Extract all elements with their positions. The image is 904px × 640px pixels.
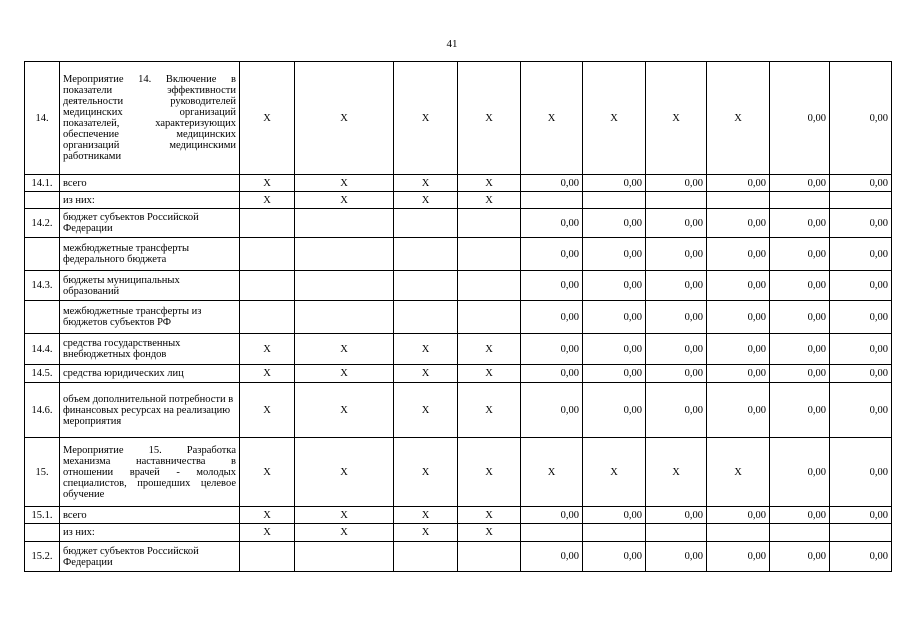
- table-cell: [394, 301, 458, 334]
- row-label: из них:: [60, 524, 240, 542]
- table-cell: 0,00: [830, 209, 892, 238]
- table-cell: 0,00: [646, 507, 707, 524]
- table-cell: 0,00: [707, 209, 770, 238]
- row-number: 14.6.: [25, 383, 60, 438]
- table-cell: 0,00: [770, 334, 830, 365]
- table-cell: 0,00: [583, 365, 646, 383]
- table-cell: X: [583, 62, 646, 175]
- table-cell: 0,00: [707, 271, 770, 301]
- table-cell: X: [394, 383, 458, 438]
- table-cell: [646, 192, 707, 209]
- table-cell: [295, 542, 394, 572]
- table-cell: 0,00: [830, 301, 892, 334]
- table-cell: 0,00: [521, 271, 583, 301]
- table-cell: X: [240, 507, 295, 524]
- table-cell: X: [458, 175, 521, 192]
- table-cell: X: [707, 438, 770, 507]
- financing-table: [24, 61, 892, 572]
- row-label: всего: [60, 175, 240, 192]
- table-cell: 0,00: [770, 271, 830, 301]
- table-cell: 0,00: [707, 301, 770, 334]
- table-cell: [240, 542, 295, 572]
- table-cell: [295, 271, 394, 301]
- table-cell: X: [646, 62, 707, 175]
- table-cell: 0,00: [583, 383, 646, 438]
- table-cell: 0,00: [770, 383, 830, 438]
- table-cell: [830, 192, 892, 209]
- table-row: [25, 271, 892, 301]
- table-cell: [583, 524, 646, 542]
- row-label: средства юридических лиц: [60, 365, 240, 383]
- table-cell: 0,00: [830, 365, 892, 383]
- table-cell: X: [394, 62, 458, 175]
- table-cell: 0,00: [521, 175, 583, 192]
- table-cell: X: [458, 507, 521, 524]
- table-cell: X: [240, 62, 295, 175]
- table-cell: 0,00: [830, 542, 892, 572]
- table-cell: 0,00: [830, 438, 892, 507]
- table-cell: X: [458, 524, 521, 542]
- table-cell: [295, 301, 394, 334]
- table-cell: 0,00: [521, 365, 583, 383]
- table-cell: X: [295, 365, 394, 383]
- table-cell: 0,00: [707, 542, 770, 572]
- table-cell: X: [240, 365, 295, 383]
- table-cell: 0,00: [583, 209, 646, 238]
- table-cell: X: [295, 383, 394, 438]
- table-cell: [458, 209, 521, 238]
- row-number: 14.1.: [25, 175, 60, 192]
- row-number: 14.4.: [25, 334, 60, 365]
- table-cell: X: [707, 62, 770, 175]
- table-cell: 0,00: [770, 62, 830, 175]
- row-number: 15.1.: [25, 507, 60, 524]
- table-cell: 0,00: [646, 334, 707, 365]
- row-label: объем дополнительной потребности в финансовых ресурсах на реализацию мероприятия: [60, 383, 240, 438]
- table-cell: 0,00: [583, 301, 646, 334]
- table-cell: 0,00: [521, 383, 583, 438]
- table-cell: X: [583, 438, 646, 507]
- table-cell: 0,00: [770, 542, 830, 572]
- row-label: всего: [60, 507, 240, 524]
- table-row: [25, 438, 892, 507]
- table-cell: 0,00: [707, 383, 770, 438]
- table-cell: 0,00: [646, 238, 707, 271]
- table-cell: 0,00: [830, 238, 892, 271]
- row-number: [25, 524, 60, 542]
- table-cell: X: [458, 334, 521, 365]
- table-row: [25, 175, 892, 192]
- table-cell: [583, 192, 646, 209]
- table-cell: 0,00: [646, 542, 707, 572]
- table-cell: X: [521, 62, 583, 175]
- table-cell: X: [295, 334, 394, 365]
- table-cell: 0,00: [770, 301, 830, 334]
- table-cell: X: [295, 175, 394, 192]
- table-cell: X: [295, 62, 394, 175]
- table-row: [25, 365, 892, 383]
- table-cell: [458, 271, 521, 301]
- table-cell: 0,00: [830, 383, 892, 438]
- table-cell: X: [458, 438, 521, 507]
- table-cell: X: [458, 62, 521, 175]
- table-cell: 0,00: [830, 62, 892, 175]
- table-cell: [240, 209, 295, 238]
- table-cell: X: [458, 365, 521, 383]
- table-cell: 0,00: [770, 365, 830, 383]
- table-cell: X: [394, 524, 458, 542]
- table-cell: 0,00: [521, 334, 583, 365]
- table-cell: 0,00: [830, 271, 892, 301]
- table-row: [25, 334, 892, 365]
- table-cell: X: [240, 175, 295, 192]
- table-cell: [770, 192, 830, 209]
- table-cell: [295, 209, 394, 238]
- table-body: [25, 62, 892, 572]
- table-cell: [830, 524, 892, 542]
- table-cell: [394, 238, 458, 271]
- table-row: [25, 542, 892, 572]
- table-cell: 0,00: [583, 507, 646, 524]
- table-cell: X: [521, 438, 583, 507]
- table-cell: X: [295, 192, 394, 209]
- table-cell: 0,00: [646, 365, 707, 383]
- row-label: Мероприятие 15. Разработка механизма наставничества в отношении врачей - молодых специалистов, прошедших целевое обучение: [60, 438, 240, 507]
- row-number: 14.5.: [25, 365, 60, 383]
- table-row: [25, 524, 892, 542]
- table-cell: X: [458, 192, 521, 209]
- table-cell: [707, 192, 770, 209]
- page-number: 41: [446, 38, 458, 50]
- table-cell: 0,00: [583, 238, 646, 271]
- table-cell: 0,00: [521, 301, 583, 334]
- table-cell: 0,00: [646, 271, 707, 301]
- table-cell: 0,00: [770, 209, 830, 238]
- row-label: бюджет субъектов Российской Федерации: [60, 209, 240, 238]
- table-cell: X: [240, 438, 295, 507]
- table-cell: 0,00: [830, 175, 892, 192]
- table-row: [25, 383, 892, 438]
- table-cell: 0,00: [583, 334, 646, 365]
- table-row: [25, 238, 892, 271]
- row-number: [25, 301, 60, 334]
- table-cell: 0,00: [770, 507, 830, 524]
- table-cell: X: [646, 438, 707, 507]
- row-number: 14.2.: [25, 209, 60, 238]
- table-cell: X: [240, 334, 295, 365]
- table-row: [25, 62, 892, 175]
- table-cell: X: [394, 507, 458, 524]
- row-label: бюджеты муниципальных образований: [60, 271, 240, 301]
- table-cell: X: [458, 383, 521, 438]
- row-label: межбюджетные трансферты федерального бюджета: [60, 238, 240, 271]
- row-number: 14.3.: [25, 271, 60, 301]
- row-number: 15.: [25, 438, 60, 507]
- table-row: [25, 192, 892, 209]
- table-cell: 0,00: [583, 542, 646, 572]
- table-cell: [394, 209, 458, 238]
- table-cell: 0,00: [707, 334, 770, 365]
- table-cell: X: [394, 438, 458, 507]
- table-cell: 0,00: [521, 507, 583, 524]
- table-cell: [240, 271, 295, 301]
- table-cell: [646, 524, 707, 542]
- table-cell: [521, 524, 583, 542]
- table-cell: 0,00: [830, 507, 892, 524]
- row-label: межбюджетные трансферты из бюджетов субъектов РФ: [60, 301, 240, 334]
- table-cell: 0,00: [830, 334, 892, 365]
- table-cell: [240, 238, 295, 271]
- table-cell: [521, 192, 583, 209]
- row-label: Мероприятие 14. Включение в показатели эффективности деятельности руководителей медицинских организаций показателей, характеризующих обеспечение медицинских организаций медицинскими работниками: [60, 62, 240, 175]
- table-cell: X: [240, 524, 295, 542]
- row-number: 15.2.: [25, 542, 60, 572]
- table-cell: X: [394, 175, 458, 192]
- table-cell: 0,00: [770, 175, 830, 192]
- table-row: [25, 301, 892, 334]
- row-number: [25, 238, 60, 271]
- table-cell: X: [240, 192, 295, 209]
- row-number: 14.: [25, 62, 60, 175]
- row-label: бюджет субъектов Российской Федерации: [60, 542, 240, 572]
- row-label: из них:: [60, 192, 240, 209]
- table-cell: 0,00: [646, 383, 707, 438]
- table-cell: 0,00: [646, 301, 707, 334]
- table-cell: 0,00: [770, 438, 830, 507]
- table-cell: [458, 301, 521, 334]
- table-cell: 0,00: [583, 271, 646, 301]
- table-cell: 0,00: [707, 507, 770, 524]
- table-cell: X: [295, 507, 394, 524]
- table-cell: [770, 524, 830, 542]
- table-cell: 0,00: [521, 209, 583, 238]
- table-cell: X: [295, 438, 394, 507]
- table-cell: [707, 524, 770, 542]
- table-cell: [458, 238, 521, 271]
- table-cell: [295, 238, 394, 271]
- row-label: средства государственных внебюджетных фондов: [60, 334, 240, 365]
- table-cell: X: [394, 334, 458, 365]
- table-cell: 0,00: [646, 209, 707, 238]
- table-cell: 0,00: [521, 238, 583, 271]
- table-cell: [394, 542, 458, 572]
- table-cell: X: [394, 192, 458, 209]
- table-cell: 0,00: [707, 238, 770, 271]
- table-cell: [240, 301, 295, 334]
- table-cell: 0,00: [646, 175, 707, 192]
- table-cell: 0,00: [707, 175, 770, 192]
- table-cell: X: [295, 524, 394, 542]
- table-cell: 0,00: [521, 542, 583, 572]
- table-cell: 0,00: [583, 175, 646, 192]
- table-row: [25, 507, 892, 524]
- table-cell: X: [240, 383, 295, 438]
- row-number: [25, 192, 60, 209]
- table-cell: X: [394, 365, 458, 383]
- table-cell: 0,00: [770, 238, 830, 271]
- table-row: [25, 209, 892, 238]
- table-cell: 0,00: [707, 365, 770, 383]
- table-cell: [458, 542, 521, 572]
- table-cell: [394, 271, 458, 301]
